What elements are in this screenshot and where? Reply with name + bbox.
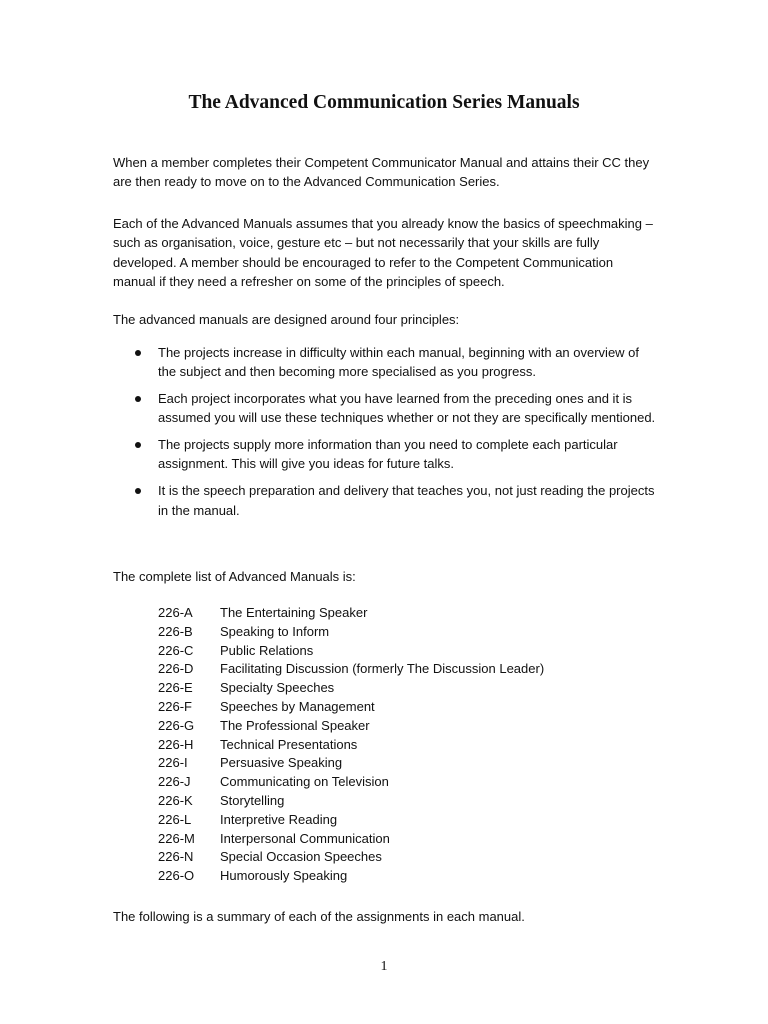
list-item — [113, 435, 658, 474]
manual-name: Storytelling — [220, 792, 285, 808]
manual-code: 226-K — [158, 792, 193, 808]
manual-name: Specialty Speeches — [220, 680, 335, 696]
intro-paragraph: When a member completes their Competent Communicator Manual and attains their CC they are then ready to move on to the Advanced Communication Series. — [113, 155, 650, 190]
manual-item — [158, 698, 544, 717]
manual-item — [158, 792, 544, 811]
manual-item — [158, 623, 544, 642]
manual-name: Public Relations — [220, 642, 314, 658]
summary-intro-paragraph: The following is a summary of each of the assignments in each manual. — [113, 909, 525, 924]
manual-item — [158, 660, 544, 679]
manual-item — [158, 679, 544, 698]
manual-code: 226-F — [158, 698, 192, 714]
manuals-list-intro: The complete list of Advanced Manuals is: — [113, 569, 356, 584]
principle-text: The projects supply more information than you need to complete each particular assignment. This will give you ideas for future talks. — [158, 437, 618, 472]
manual-name: Speaking to Inform — [220, 623, 330, 639]
manual-code: 226-E — [158, 680, 193, 696]
manual-item — [158, 830, 544, 849]
manual-name: The Professional Speaker — [220, 717, 370, 733]
manual-name: Communicating on Television — [220, 774, 389, 790]
list-item — [113, 481, 658, 520]
bullet-icon — [135, 396, 141, 402]
manual-item — [158, 736, 544, 755]
manual-item — [158, 754, 544, 773]
manual-name: Interpersonal Communication — [220, 830, 390, 846]
bullet-icon — [135, 488, 141, 494]
manual-code: 226-O — [158, 868, 195, 884]
principle-text: It is the speech preparation and delivery that teaches you, not just reading the projects in the manual. — [158, 483, 655, 518]
manual-code: 226-G — [158, 717, 195, 733]
manual-name: Technical Presentations — [220, 736, 358, 752]
manual-code: 226-B — [158, 623, 193, 639]
page-number: 1 — [380, 959, 388, 974]
manual-code: 226-D — [158, 661, 194, 677]
manual-item — [158, 773, 544, 792]
manual-code: 226-A — [158, 605, 193, 620]
manual-code: 226-I — [158, 755, 188, 771]
manual-code: 226-C — [158, 642, 194, 658]
bullet-icon — [135, 350, 141, 356]
manual-name: Special Occasion Speeches — [220, 849, 382, 865]
principle-text: The projects increase in difficulty within each manual, beginning with an overview of the subject and then becoming more specialised as you progress. — [158, 345, 640, 380]
list-item — [113, 389, 658, 428]
principles-list — [113, 343, 658, 527]
manual-item — [158, 717, 544, 736]
principles-intro-paragraph: The advanced manuals are designed around four principles: — [113, 312, 460, 327]
manual-name: Speeches by Management — [220, 698, 375, 714]
manual-item — [158, 848, 544, 867]
list-item — [113, 343, 658, 382]
manual-code: 226-M — [158, 830, 195, 846]
manual-code: 226-N — [158, 849, 194, 865]
manual-name: Facilitating Discussion (formerly The Discussion Leader) — [220, 661, 545, 677]
manual-name: The Entertaining Speaker — [220, 605, 368, 620]
manual-name: Persuasive Speaking — [220, 755, 343, 771]
manual-item — [158, 642, 544, 661]
manual-code: 226-H — [158, 736, 194, 752]
page-title: The Advanced Communication Series Manuals — [188, 92, 580, 113]
manual-code: 226-L — [158, 811, 192, 827]
manual-item — [158, 811, 544, 830]
principle-text: Each project incorporates what you have learned from the preceding ones and it is assumed you will use these techniques whether or not they are specifically mentioned. — [158, 391, 656, 426]
manual-name: Humorously Speaking — [220, 868, 348, 884]
manuals-list — [158, 604, 544, 886]
manual-name: Interpretive Reading — [220, 811, 338, 827]
basics-paragraph: Each of the Advanced Manuals assumes that you already know the basics of speechmaking – such as organisation, voice, gesture etc – but not necessarily that your skills are fully developed. A member should be encouraged to refer to the Competent Communication manual if they need a refresher on some of the principles of speech. — [113, 216, 653, 289]
manual-code: 226-J — [158, 774, 191, 790]
bullet-icon — [135, 442, 141, 448]
manual-item — [158, 867, 544, 886]
manual-item — [158, 604, 544, 623]
